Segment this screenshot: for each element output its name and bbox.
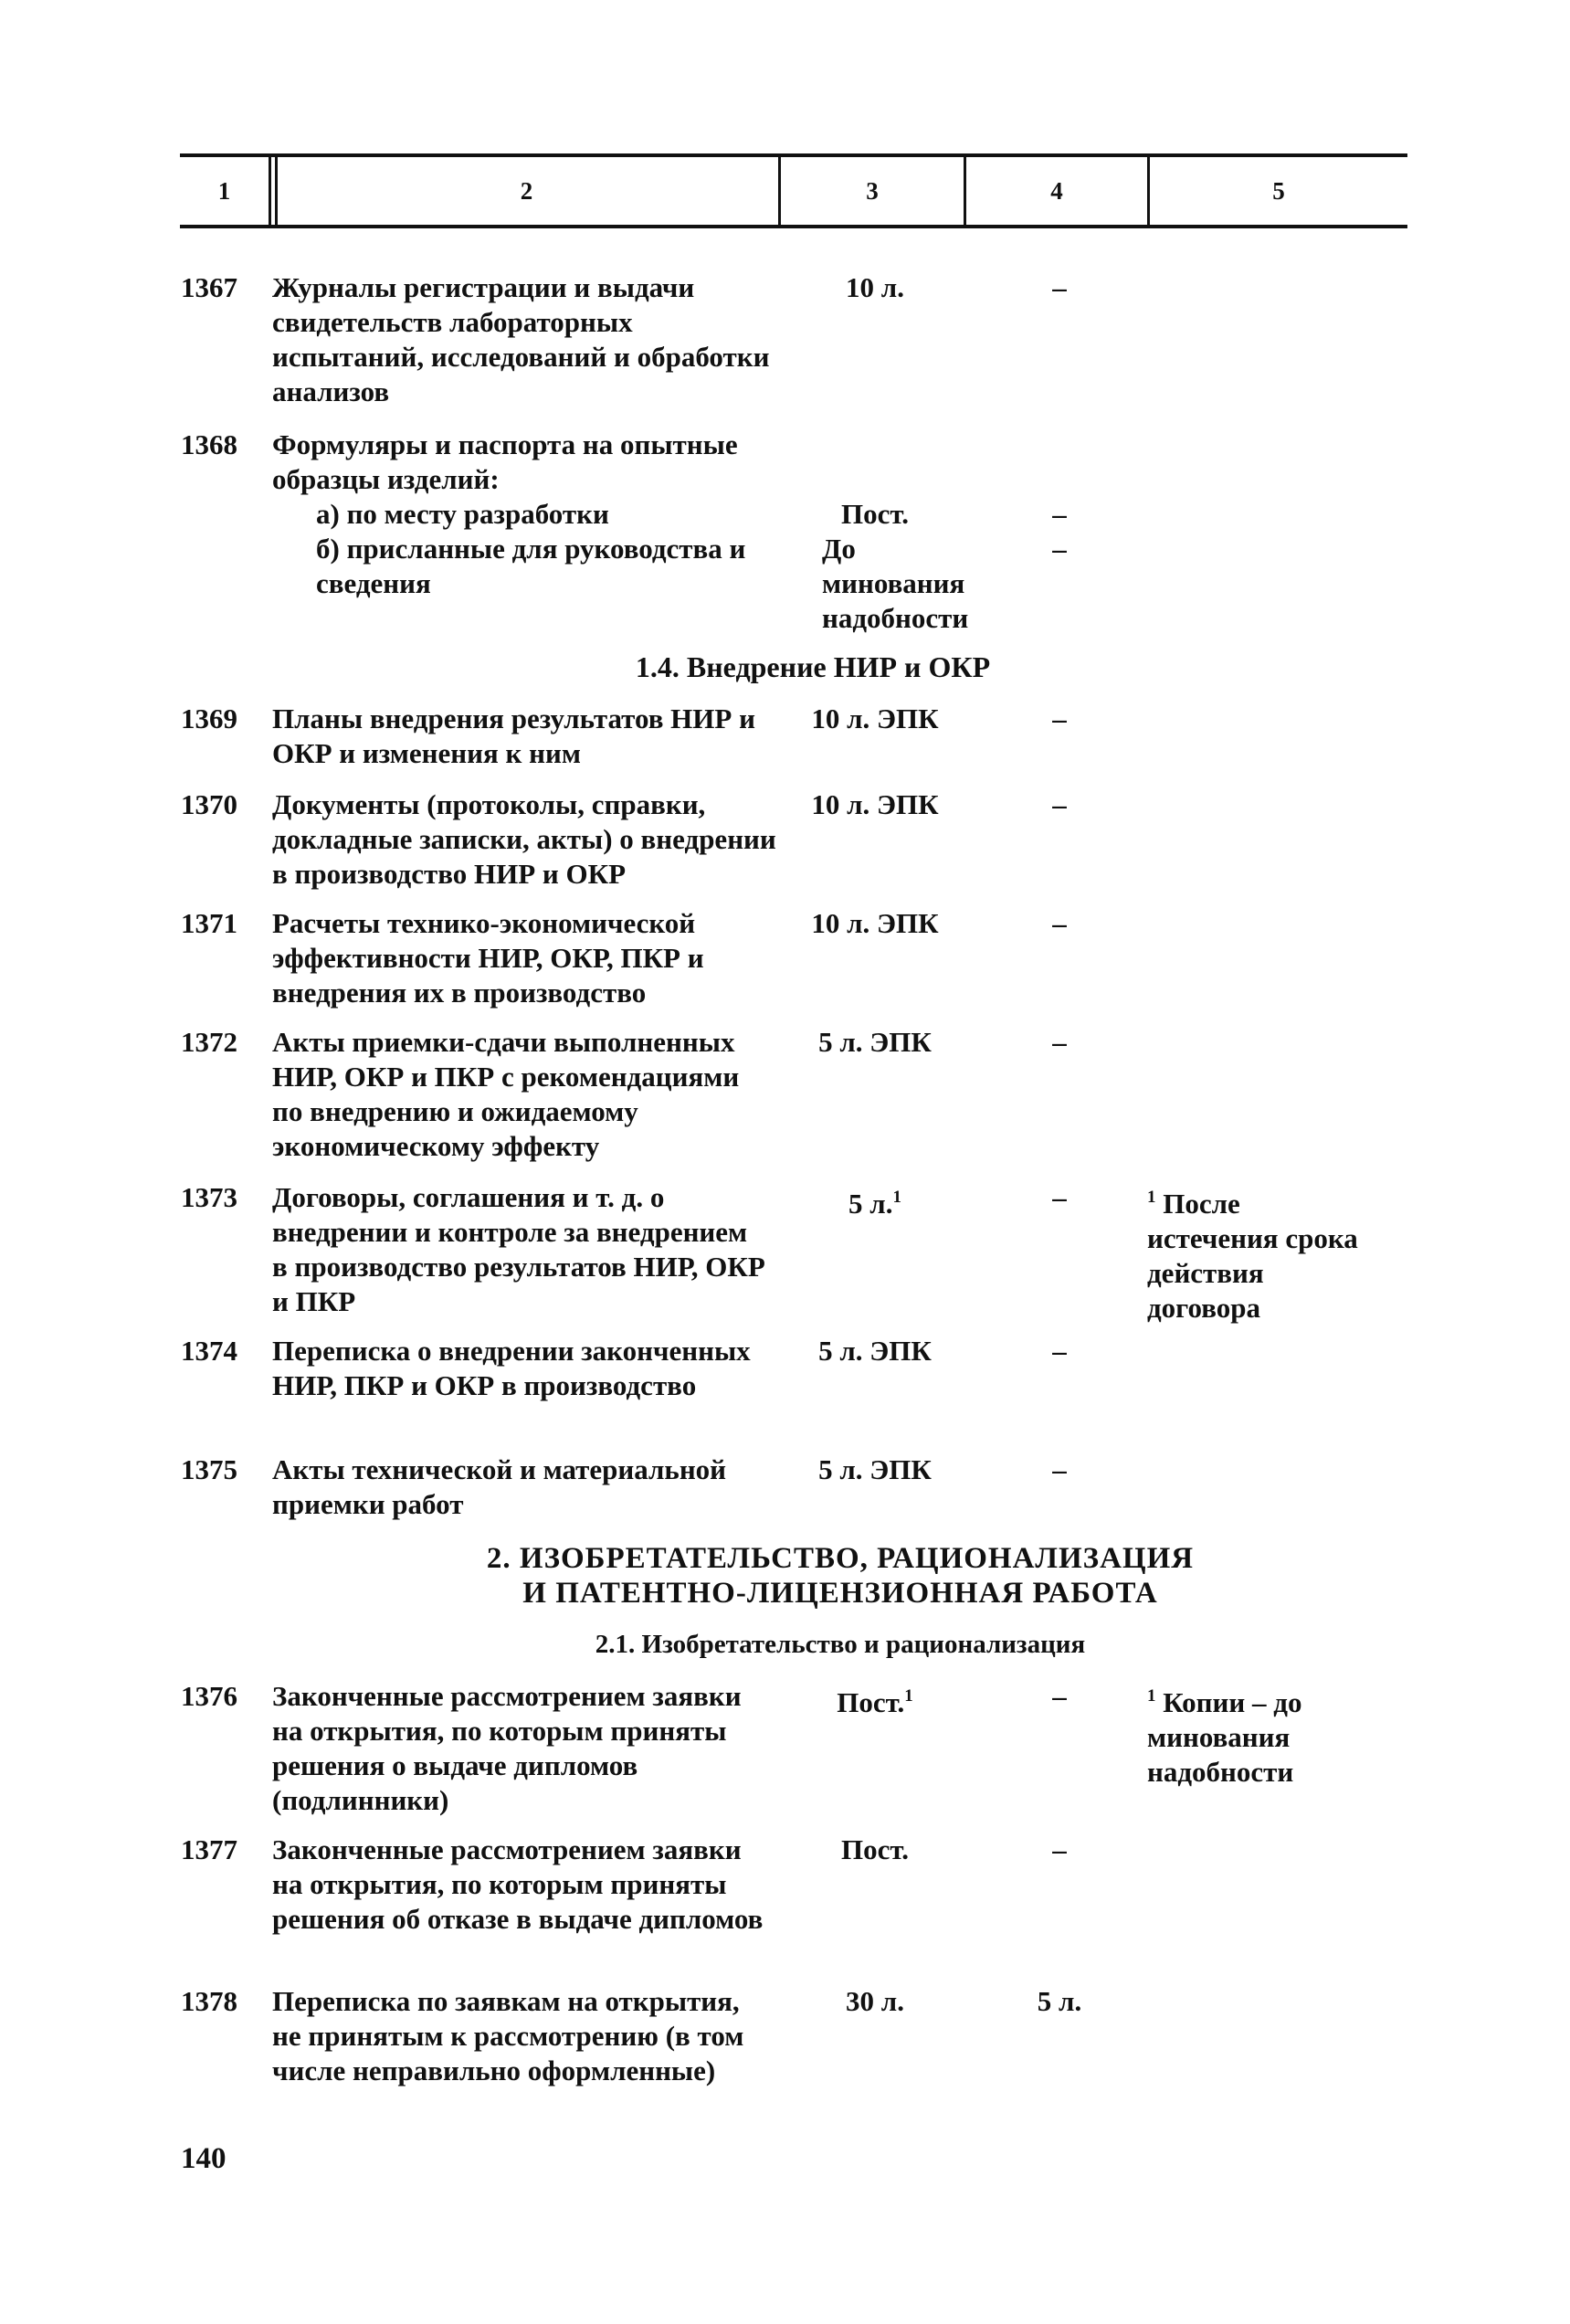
row-description: Законченные рассмотрением заявки на открытия, по которым приняты решения о выдаче дипломов (подлинники): [272, 1680, 742, 1816]
row-retention-term: 5 л. ЭПК: [818, 1026, 932, 1058]
note-text: После истечения срока действия договора: [1147, 1188, 1358, 1324]
row-number: 1374: [181, 1335, 237, 1367]
row-number: 1378: [181, 1985, 237, 2017]
row-col4: –: [1052, 271, 1067, 303]
row-number: 1372: [181, 1026, 237, 1058]
row-note: [1147, 1679, 1394, 1790]
page-number: 140: [181, 2142, 227, 2175]
row-description: Переписка по заявкам на открытия, не принятым к рассмотрению (в том числе неправильно оформленные): [272, 1985, 744, 2086]
chapter-heading-line-1: 2. ИЗОБРЕТАТЕЛЬСТВО, РАЦИОНАЛИЗАЦИЯ: [486, 1542, 1195, 1575]
row-col4: –: [1052, 1680, 1067, 1712]
row-number: 1376: [181, 1680, 237, 1712]
row-description: Переписка о внедрении законченных НИР, ПКР и ОКР в производство: [272, 1335, 751, 1401]
row-number: 1371: [181, 907, 237, 939]
header-col-4: 4: [1050, 177, 1063, 205]
row-col4: –: [1052, 788, 1067, 820]
footnote-marker: 1: [1147, 1188, 1156, 1207]
header-col-2: 2: [520, 177, 533, 205]
section-heading: 2.1. Изобретательство и рационализация: [595, 1630, 1086, 1659]
term-text: Пост.: [837, 1686, 905, 1718]
row-description: Документы (протоколы, справки, докладные записки, акты) о внедрении в производство НИР и ОКР: [272, 788, 776, 890]
row-retention-term: 10 л. ЭПК: [811, 702, 939, 734]
row-col4: –: [1052, 1453, 1067, 1485]
row-description: Акты технической и материальной приемки работ: [272, 1453, 727, 1520]
row-col4: –: [1052, 702, 1067, 734]
row-number: 1377: [181, 1833, 237, 1865]
row-col4: –: [1052, 533, 1067, 565]
row-number: 1370: [181, 788, 237, 820]
header-col-1: 1: [217, 177, 231, 205]
row-col4: –: [1052, 1026, 1067, 1058]
row-description: Договоры, соглашения и т. д. о внедрении и контроле за внедрением в производство результатов НИР, ОКР и ПКР: [272, 1181, 765, 1317]
row-number: 1375: [181, 1453, 237, 1485]
chapter-heading-line-2: И ПАТЕНТНО-ЛИЦЕНЗИОННАЯ РАБОТА: [522, 1577, 1158, 1610]
row-retention-term: 5 л. ЭПК: [818, 1453, 932, 1485]
header-top-rule: [180, 153, 1407, 157]
row-note: [1147, 1180, 1375, 1326]
row-retention-term: 10 л. ЭПК: [811, 907, 939, 939]
row-retention-term: Пост.: [840, 498, 910, 530]
row-retention-term: [784, 1180, 966, 1221]
row-retention-term: [784, 1679, 966, 1720]
row-description: Формуляры и паспорта на опытные образцы изделий:: [272, 428, 738, 495]
row-number: 1368: [181, 428, 237, 460]
row-col4: –: [1052, 1833, 1067, 1865]
footnote-marker: 1: [1147, 1686, 1156, 1706]
row-col4: 5 л.: [1037, 1985, 1082, 2017]
row-retention-term: 30 л.: [846, 1985, 904, 2017]
row-description: Планы внедрения результатов НИР и ОКР и изменения к ним: [272, 702, 755, 769]
header-col-5: 5: [1272, 177, 1285, 205]
row-col4: –: [1052, 498, 1067, 530]
table-header: [180, 153, 1407, 228]
row-retention-term: 10 л. ЭПК: [811, 788, 939, 820]
row-description: Законченные рассмотрением заявки на открытия, по которым приняты решения об отказе в выдаче дипломов: [272, 1833, 764, 1935]
row-col4: –: [1052, 1181, 1067, 1213]
header-col-3: 3: [866, 177, 879, 205]
row-number: 1373: [181, 1181, 237, 1213]
footnote-marker: 1: [904, 1686, 913, 1706]
row-col4: –: [1052, 1335, 1067, 1367]
row-retention-term: Пост.: [840, 1833, 910, 1865]
row-retention-term: 10 л.: [846, 271, 904, 303]
row-description: а) по месту разработки: [316, 498, 609, 530]
row-description: Расчеты технико-экономической эффективности НИР, ОКР, ПКР и внедрения их в производство: [272, 907, 704, 1009]
row-col4: –: [1052, 907, 1067, 939]
row-retention-term: До минования надобности: [822, 533, 969, 634]
row-number: 1369: [181, 702, 237, 734]
row-description: Акты приемки-сдачи выполненных НИР, ОКР и ПКР с рекомендациями по внедрению и ожидаемому экономическому эффекту: [272, 1026, 740, 1162]
term-text: 5 л.: [848, 1188, 893, 1220]
section-heading: 1.4. Внедрение НИР и ОКР: [635, 650, 991, 683]
row-description: б) присланные для руководства и сведения: [316, 533, 746, 599]
row-number: 1367: [181, 271, 237, 303]
header-bottom-rule: [180, 225, 1407, 228]
row-retention-term: 5 л. ЭПК: [818, 1335, 932, 1367]
header-divider: [269, 153, 271, 228]
note-text: Копии – до минования надобности: [1147, 1686, 1302, 1788]
footnote-marker: 1: [892, 1188, 901, 1207]
row-description: Журналы регистрации и выдачи свидетельств лабораторных испытаний, исследований и обработки анализов: [272, 271, 770, 407]
